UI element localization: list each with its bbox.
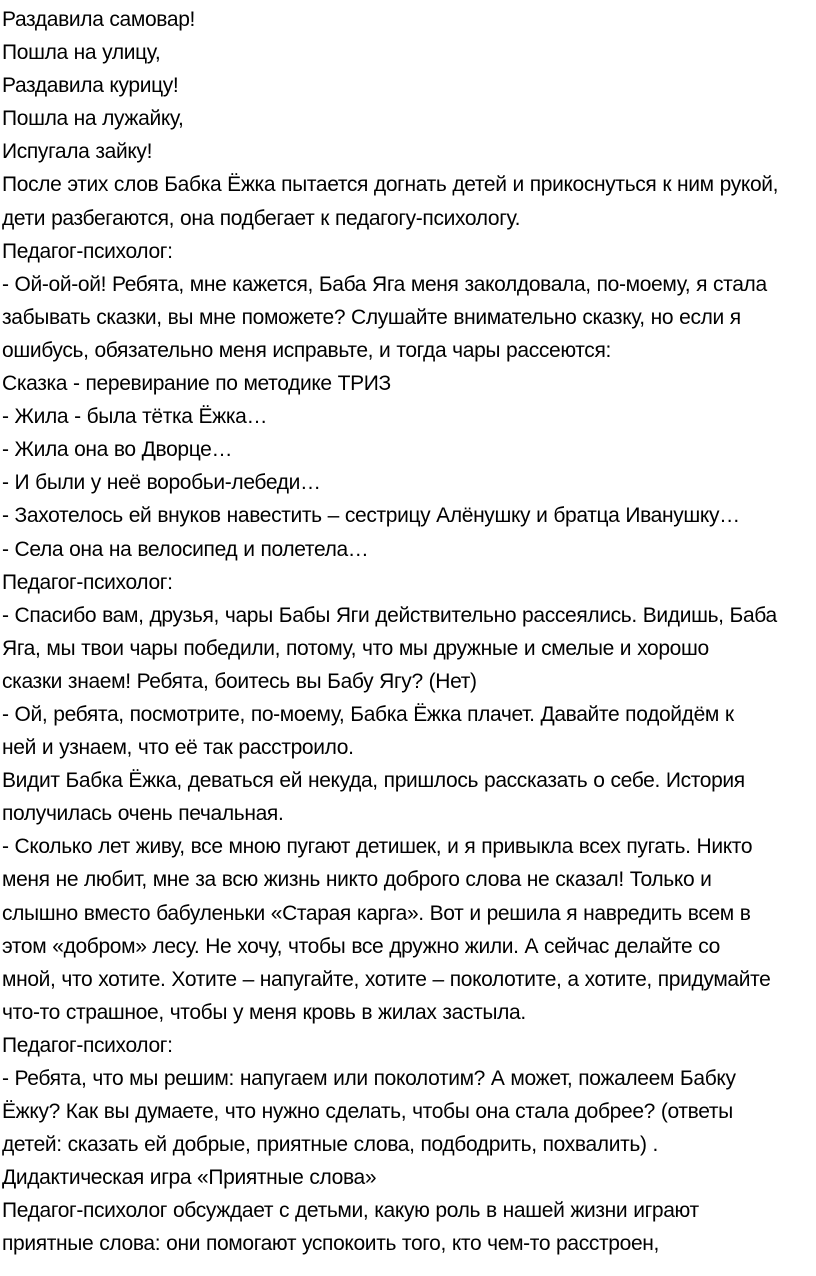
text-line: - Ой-ой-ой! Ребята, мне кажется, Баба Яга меня заколдовала, по-моему, я стала <box>2 272 767 296</box>
text-line: меня не любит, мне за всю жизнь никто доброго слова не сказал! Только и <box>2 868 712 892</box>
text-line: что-то страшное, чтобы у меня кровь в жилах застыла. <box>2 1000 526 1024</box>
text-line: Испугала зайку! <box>2 140 153 164</box>
text-line: Ёжку? Как вы думаете, что нужно сделать, чтобы она стала добрее? (ответы <box>2 1100 733 1124</box>
text-line: - Спасибо вам, друзья, чары Бабы Яги действительно рассеялись. Видишь, Баба <box>2 603 777 627</box>
text-line: - Жила - была тётка Ёжка… <box>2 405 268 429</box>
text-line: Педагог-психолог обсуждает с детьми, какую роль в нашей жизни играют <box>2 1199 699 1223</box>
text-line: ней и узнаем, что её так расстроило. <box>2 736 354 760</box>
text-line: - Сколько лет живу, все мною пугают детишек, и я привыкла всех пугать. Никто <box>2 835 753 859</box>
text-line: Пошла на лужайку, <box>2 107 184 131</box>
speaker-label: Педагог-психолог: <box>2 570 173 594</box>
text-line: Яга, мы твои чары победили, потому, что мы дружные и смелые и хорошо <box>2 636 709 660</box>
text-line: этом «добром» лесу. Не хочу, чтобы все дружно жили. А сейчас делайте со <box>2 934 720 958</box>
text-line: Раздавила самовар! <box>2 8 196 31</box>
text-line: дети разбегаются, она подбегает к педагогу-психологу. <box>2 206 521 230</box>
text-line: Раздавила курицу! <box>2 74 179 98</box>
text-line: ошибусь, обязательно меня исправьте, и тогда чары рассеются: <box>2 338 611 362</box>
text-line: мной, что хотите. Хотите – напугайте, хотите – поколотите, а хотите, придумайте <box>2 967 771 991</box>
text-line: - Захотелось ей внуков навестить – сестрицу Алёнушку и братца Иванушку… <box>2 504 740 528</box>
section-heading: Дидактическая игра «Приятные слова» <box>2 1166 377 1190</box>
text-line: После этих слов Бабка Ёжка пытается догнать детей и прикоснуться к ним рукой, <box>2 173 779 197</box>
text-line: получилась очень печальная. <box>2 802 284 826</box>
speaker-label: Педагог-психолог: <box>2 1033 173 1057</box>
speaker-label: Педагог-психолог: <box>2 239 173 263</box>
text-line: - Ой, ребята, посмотрите, по-моему, Бабка Ёжка плачет. Давайте подойдём к <box>2 702 734 726</box>
text-line: забывать сказки, вы мне поможете? Слушайте внимательно сказку, но если я <box>2 305 741 329</box>
text-line: - Ребята, что мы решим: напугаем или поколотим? А может, пожалеем Бабку <box>2 1067 736 1090</box>
text-line: - Села она на велосипед и полетела… <box>2 537 369 561</box>
text-line: - Жила она во Дворце… <box>2 438 233 462</box>
text-line: слышно вместо бабуленьки «Старая карга». Вот и решила я навредить всем в <box>2 901 751 925</box>
text-line: Видит Бабка Ёжка, деваться ей некуда, пришлось рассказать о себе. История <box>2 769 745 793</box>
text-line: сказки знаем! Ребята, боитесь вы Бабу Ягу? (Нет) <box>2 669 477 693</box>
text-line: приятные слова: они помогают успокоить того, кто чем-то расстроен, <box>2 1232 660 1256</box>
text-line: Пошла на улицу, <box>2 41 161 65</box>
text-line: - И были у неё воробьи-лебеди… <box>2 471 321 495</box>
section-heading: Сказка - перевирание по методике ТРИЗ <box>2 372 391 396</box>
text-line: детей: сказать ей добрые, приятные слова, подбодрить, похвалить) . <box>2 1133 658 1157</box>
